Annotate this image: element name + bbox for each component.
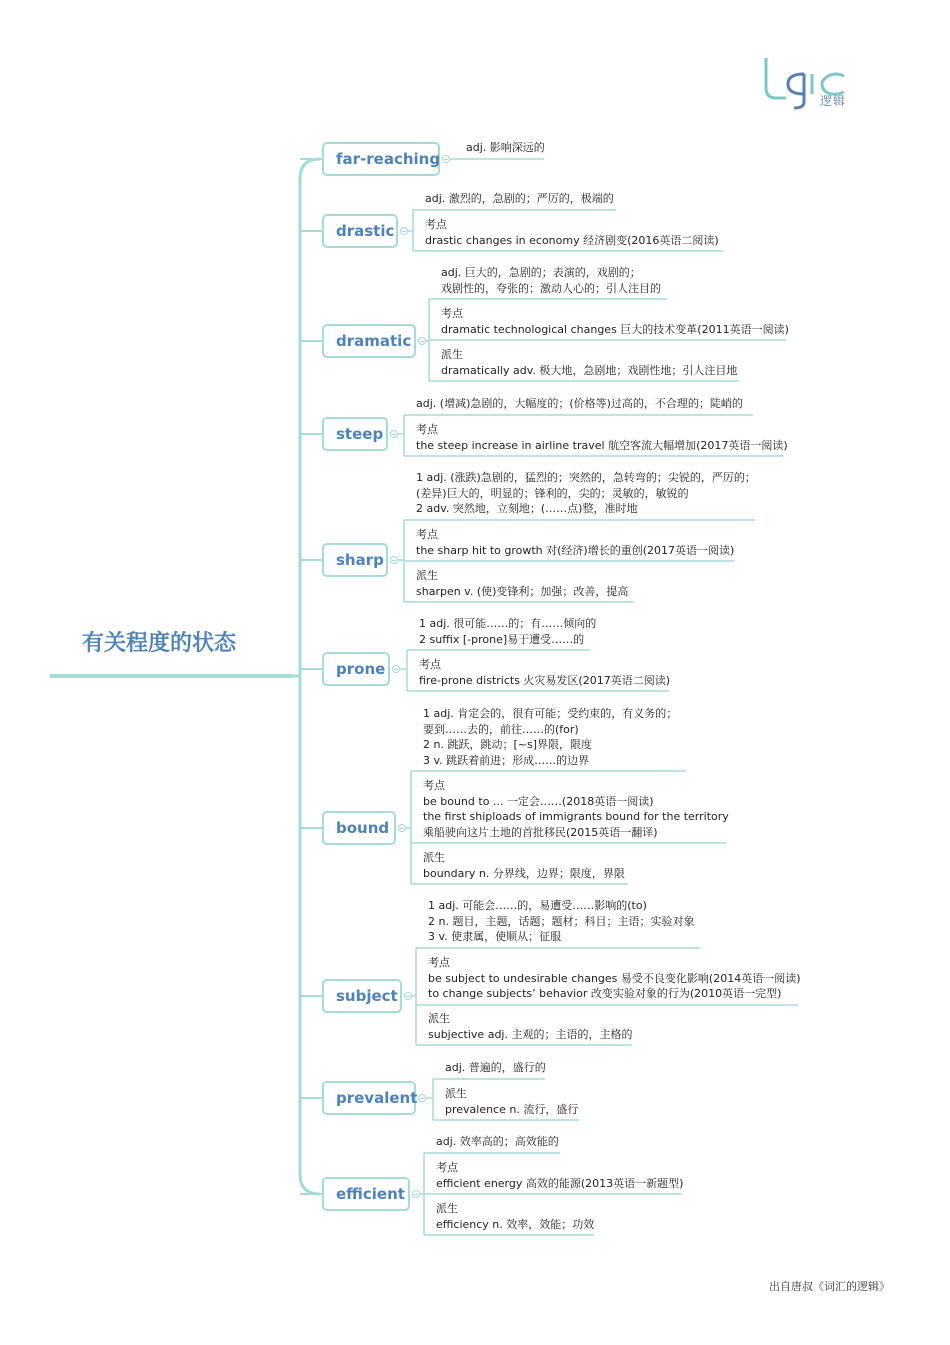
block-heading: 考点 <box>428 956 450 969</box>
definition-line: adj. 影响深远的 <box>466 141 545 154</box>
word-node-dramatic[interactable]: dramatic <box>322 324 416 358</box>
block-line: efficiency n. 效率，效能；功效 <box>436 1217 595 1231</box>
logo-chinese-text: 逻辑 <box>820 94 847 108</box>
definition-line: 1 adj. 很可能……的；有……倾向的 <box>419 617 597 630</box>
collapse-toggle-drastic[interactable] <box>400 227 408 235</box>
block-line: boundary n. 分界线，边界；限度，界限 <box>423 866 625 880</box>
block-heading: 派生 <box>445 1087 467 1100</box>
definition-line: adj. 激烈的，急剧的；严厉的，极端的 <box>425 192 614 205</box>
central-topic[interactable]: 有关程度的状态 <box>82 631 237 656</box>
definition-line: 2 suffix [-prone]易于遭受……的 <box>419 632 585 646</box>
block-line: the first shiploads of immigrants bound for the territory <box>423 810 729 824</box>
block-heading: 派生 <box>416 569 438 582</box>
collapse-toggle-efficient[interactable] <box>412 1190 420 1198</box>
word-node-efficient[interactable]: efficient <box>322 1177 410 1211</box>
block-heading: 考点 <box>416 423 438 436</box>
word-node-steep[interactable]: steep <box>322 417 388 451</box>
block-heading: 派生 <box>436 1202 458 1215</box>
block-line: be subject to undesirable changes 易受不良变化影响(2014英语一阅读) <box>428 971 801 985</box>
definition-line: 1 adj. 可能会……的，易遭受……影响的(to) <box>428 899 647 912</box>
collapse-toggle-dramatic[interactable] <box>418 337 426 345</box>
definition-line: 3 v. 跳跃着前进；形成……的边界 <box>423 753 590 767</box>
word-node-subject[interactable]: subject <box>322 979 402 1013</box>
definition-line: 1 adj. 肯定会的，很有可能；受约束的，有义务的； <box>423 707 678 720</box>
block-heading: 考点 <box>436 1161 458 1174</box>
word-node-prevalent[interactable]: prevalent <box>322 1081 416 1115</box>
definition-line: (差异)巨大的，明显的；锋利的，尖的；灵敏的，敏锐的 <box>416 486 689 500</box>
block-heading: 派生 <box>441 348 463 361</box>
source-credit: 出自唐叔《词汇的逻辑》 <box>769 1280 890 1293</box>
block-heading: 考点 <box>441 307 463 320</box>
definition-line: adj. (增减)急剧的，大幅度的；(价格等)过高的，不合理的；陡峭的 <box>416 397 743 410</box>
word-node-far-reaching[interactable]: far-reaching <box>322 142 440 176</box>
block-line: prevalence n. 流行，盛行 <box>445 1102 579 1116</box>
block-line: sharpen v. (使)变锋利；加强；改善，提高 <box>416 584 629 598</box>
collapse-toggle-subject[interactable] <box>404 992 412 1000</box>
block-line: drastic changes in economy 经济剧变(2016英语二阅读) <box>425 233 719 247</box>
block-line: the sharp hit to growth 对(经济)增长的重创(2017英语一阅读) <box>416 543 735 557</box>
block-heading: 派生 <box>428 1012 450 1025</box>
block-line: subjective adj. 主观的；主语的，主格的 <box>428 1027 633 1041</box>
definition-line: 2 n. 题目，主题，话题；题材；科目；主语；实验对象 <box>428 914 695 928</box>
definition-line: adj. 效率高的；高效能的 <box>436 1135 559 1148</box>
collapse-toggle-bound[interactable] <box>398 824 406 832</box>
collapse-toggle-sharp[interactable] <box>390 556 398 564</box>
definition-line: 2 n. 跳跃，跳动；[~s]界限，限度 <box>423 738 592 752</box>
word-node-drastic[interactable]: drastic <box>322 214 398 248</box>
word-node-prone[interactable]: prone <box>322 652 390 686</box>
block-heading: 考点 <box>423 779 445 792</box>
connector-line <box>300 159 320 1194</box>
block-line: the steep increase in airline travel 航空客流大幅增加(2017英语一阅读) <box>416 438 788 452</box>
definition-line: adj. 巨大的，急剧的；表演的，戏剧的； <box>441 266 641 279</box>
block-line: dramatic technological changes 巨大的技术变革(2011英语一阅读) <box>441 322 789 336</box>
word-node-bound[interactable]: bound <box>322 811 396 845</box>
collapse-toggle-prone[interactable] <box>392 665 400 673</box>
block-line: 乘船驶向这片土地的首批移民(2015英语一翻译) <box>423 825 658 839</box>
block-line: dramatically adv. 极大地，急剧地；戏剧性地；引人注目地 <box>441 363 738 377</box>
block-heading: 派生 <box>423 851 445 864</box>
block-line: fire-prone districts 火灾易发区(2017英语二阅读) <box>419 673 671 687</box>
collapse-toggle-prevalent[interactable] <box>418 1094 426 1102</box>
definition-line: adj. 普遍的，盛行的 <box>445 1061 546 1074</box>
block-heading: 考点 <box>425 218 447 231</box>
block-heading: 考点 <box>419 658 441 671</box>
definition-line: 2 adv. 突然地，立刻地；(……点)整，准时地 <box>416 502 638 516</box>
definition-line: 要到……去的，前往……的(for) <box>423 722 579 736</box>
collapse-toggle-steep[interactable] <box>390 430 398 438</box>
definition-line: 1 adj. (涨跌)急剧的，猛烈的；突然的，急转弯的；尖锐的，严厉的； <box>416 471 756 484</box>
block-line: efficient energy 高效的能源(2013英语一新题型) <box>436 1176 684 1190</box>
word-node-sharp[interactable]: sharp <box>322 543 388 577</box>
collapse-toggle-far-reaching[interactable] <box>442 155 450 163</box>
block-line: to change subjects’ behavior 改变实验对象的行为(2010英语一完型) <box>428 987 782 1001</box>
block-line: be bound to ... 一定会……(2018英语一阅读) <box>423 794 654 808</box>
definition-line: 戏剧性的，夸张的；激动人心的；引人注目的 <box>441 281 661 295</box>
definition-line: 3 v. 使隶属，使顺从；征服 <box>428 930 562 944</box>
block-heading: 考点 <box>416 528 438 541</box>
